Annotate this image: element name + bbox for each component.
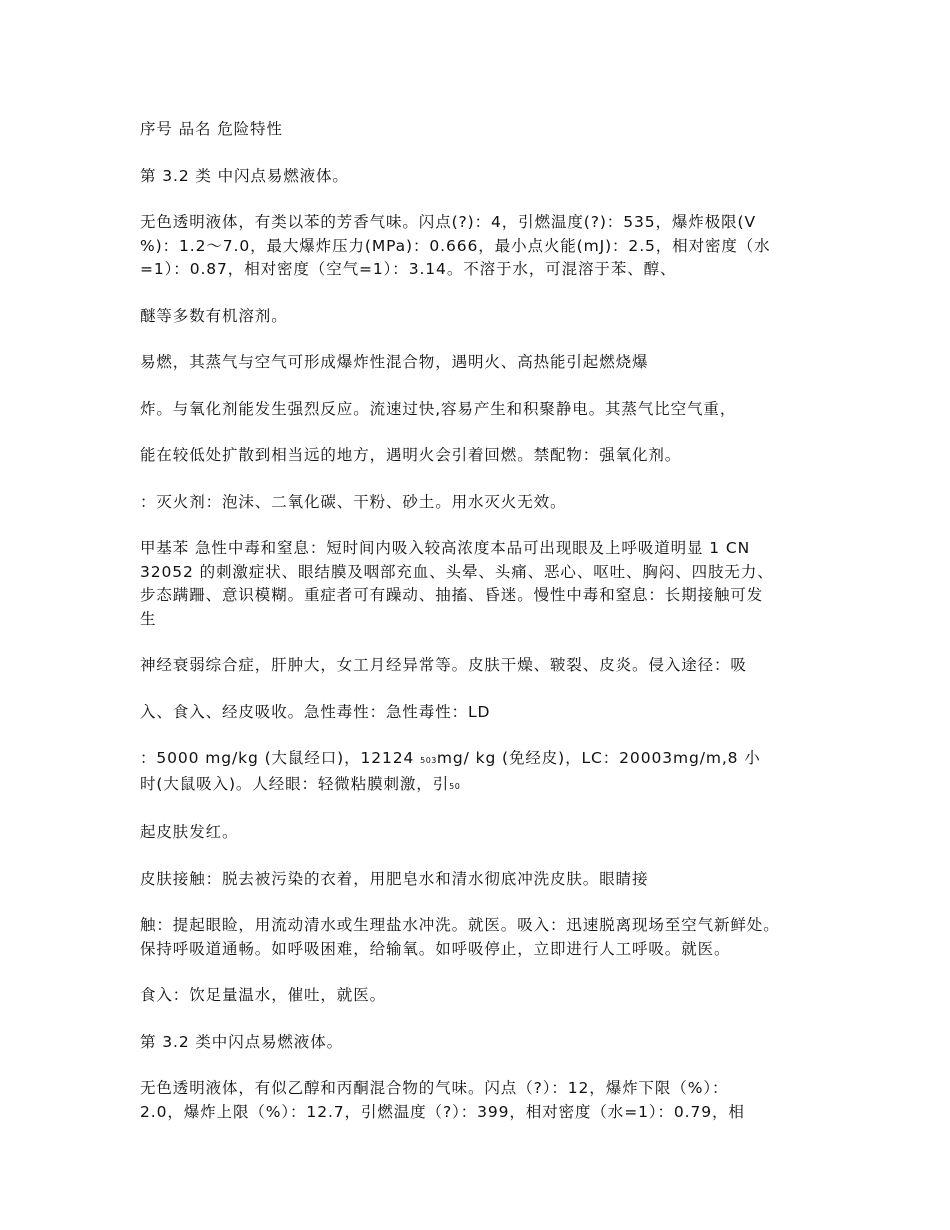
- paragraph-line: 保持呼吸道通畅。如呼吸困难，给输氧。如呼吸停止，立即进行人工呼吸。就医。: [140, 939, 731, 958]
- paragraph-line: 生: [140, 609, 157, 628]
- paragraph: [140, 821, 820, 845]
- text-fragment: mg/ kg (免经皮)，LC：20003mg/m,8 小: [436, 749, 761, 767]
- paragraph: [140, 398, 820, 422]
- paragraph: [140, 868, 820, 892]
- paragraph-line: 第 3.2 类 中闪点易燃液体。: [140, 166, 349, 185]
- description-paragraph: [140, 1077, 820, 1124]
- paragraph-line: 2.0，爆炸上限（%）：12.7，引燃温度（?）：399，相对密度（水=1）：0.79，相: [140, 1102, 745, 1121]
- paragraph: [140, 701, 820, 725]
- paragraph-line: 第 3.2 类中闪点易燃液体。: [140, 1032, 344, 1051]
- document-page: [140, 118, 820, 1147]
- paragraph-line: 序号 品名 危险特性: [140, 120, 283, 138]
- description-paragraph: [140, 211, 820, 282]
- toxicity-paragraph: [140, 747, 820, 798]
- text-fragment: 时(大鼠吸入)。人经眼：轻微粘膜刺激，引: [140, 774, 450, 793]
- paragraph-line: 触：提起眼睑，用流动清水或生理盐水冲洗。就医。吸入：迅速脱离现场至空气新鲜处。: [140, 916, 780, 934]
- paragraph: [140, 984, 820, 1008]
- paragraph-line: 无色透明液体，有类以苯的芳香气味。闪点(?)：4，引燃温度(?)：535，爆炸极限(V: [140, 213, 756, 231]
- paragraph-line: 步态蹒跚、意识模糊。重症者可有躁动、抽搐、昏迷。慢性中毒和窒息：长期接触可发: [140, 586, 764, 604]
- text-fragment: ：5000 mg/kg (大鼠经口)，12124: [140, 749, 421, 767]
- class-heading: [140, 1031, 820, 1055]
- paragraph-line: [140, 773, 820, 799]
- health-hazard-paragraph: [140, 537, 820, 631]
- paragraph-line: 32052 的刺激症状、眼结膜及咽部充血、头晕、头痛、恶心、呕吐、胸闷、四肢无力、: [140, 562, 774, 581]
- small-subscript: 503: [420, 756, 437, 765]
- paragraph-line: 能在较低处扩散到相当远的地方，遇明火会引着回燃。禁配物：强氧化剂。: [140, 446, 682, 464]
- paragraph: [140, 444, 820, 468]
- paragraph: [140, 305, 820, 329]
- paragraph-line: 易燃，其蒸气与空气可形成爆炸性混合物，遇明火、高热能引起燃烧爆: [140, 353, 649, 371]
- paragraph-line: ：灭火剂：泡沫、二氧化碳、干粉、砂土。用水灭火无效。: [140, 492, 567, 511]
- paragraph-line: [140, 747, 820, 773]
- paragraph-line: 皮肤接触：脱去被污染的衣着，用肥皂水和清水彻底冲洗皮肤。眼睛接: [140, 869, 649, 888]
- paragraph-line: 炸。与氧化剂能发生强烈反应。流速过快,容易产生和积聚静电。其蒸气比空气重，: [140, 399, 737, 418]
- paragraph-line: 甲基苯 急性中毒和窒息：短时间内吸入较高浓度本品可出现眼及上呼吸道明显 1 CN: [140, 539, 751, 557]
- paragraph-line: 无色透明液体，有似乙醇和丙酮混合物的气味。闪点（?）：12，爆炸下限（%）：: [140, 1079, 729, 1097]
- paragraph-line: 神经衰弱综合症，肝肿大，女工月经异常等。皮肤干燥、皲裂、皮炎。侵入途径：吸: [140, 656, 747, 674]
- small-subscript: 50: [449, 781, 461, 791]
- table-header-text: [140, 118, 820, 142]
- paragraph-line: 醚等多数有机溶剂。: [140, 306, 288, 325]
- paragraph-line: =1）：0.87，相对密度（空气=1）：3.14。不溶于水，可混溶于苯、醇、: [140, 260, 677, 278]
- paragraph-line: 食入：饮足量温水，催吐，就医。: [140, 986, 387, 1004]
- paragraph: [140, 491, 820, 515]
- paragraph-line: 起皮肤发红。: [140, 823, 239, 841]
- first-aid-paragraph: [140, 914, 820, 961]
- paragraph-line: 入、食入、经皮吸收。急性毒性：急性毒性：LD: [140, 702, 491, 721]
- class-heading: [140, 165, 820, 189]
- paragraph: [140, 654, 820, 678]
- paragraph: [140, 351, 820, 375]
- paragraph-line: %)：1.2～7.0，最大爆炸压力(MPa)：0.666，最小点火能(mJ)：2.5，相对密度（水: [140, 236, 771, 255]
